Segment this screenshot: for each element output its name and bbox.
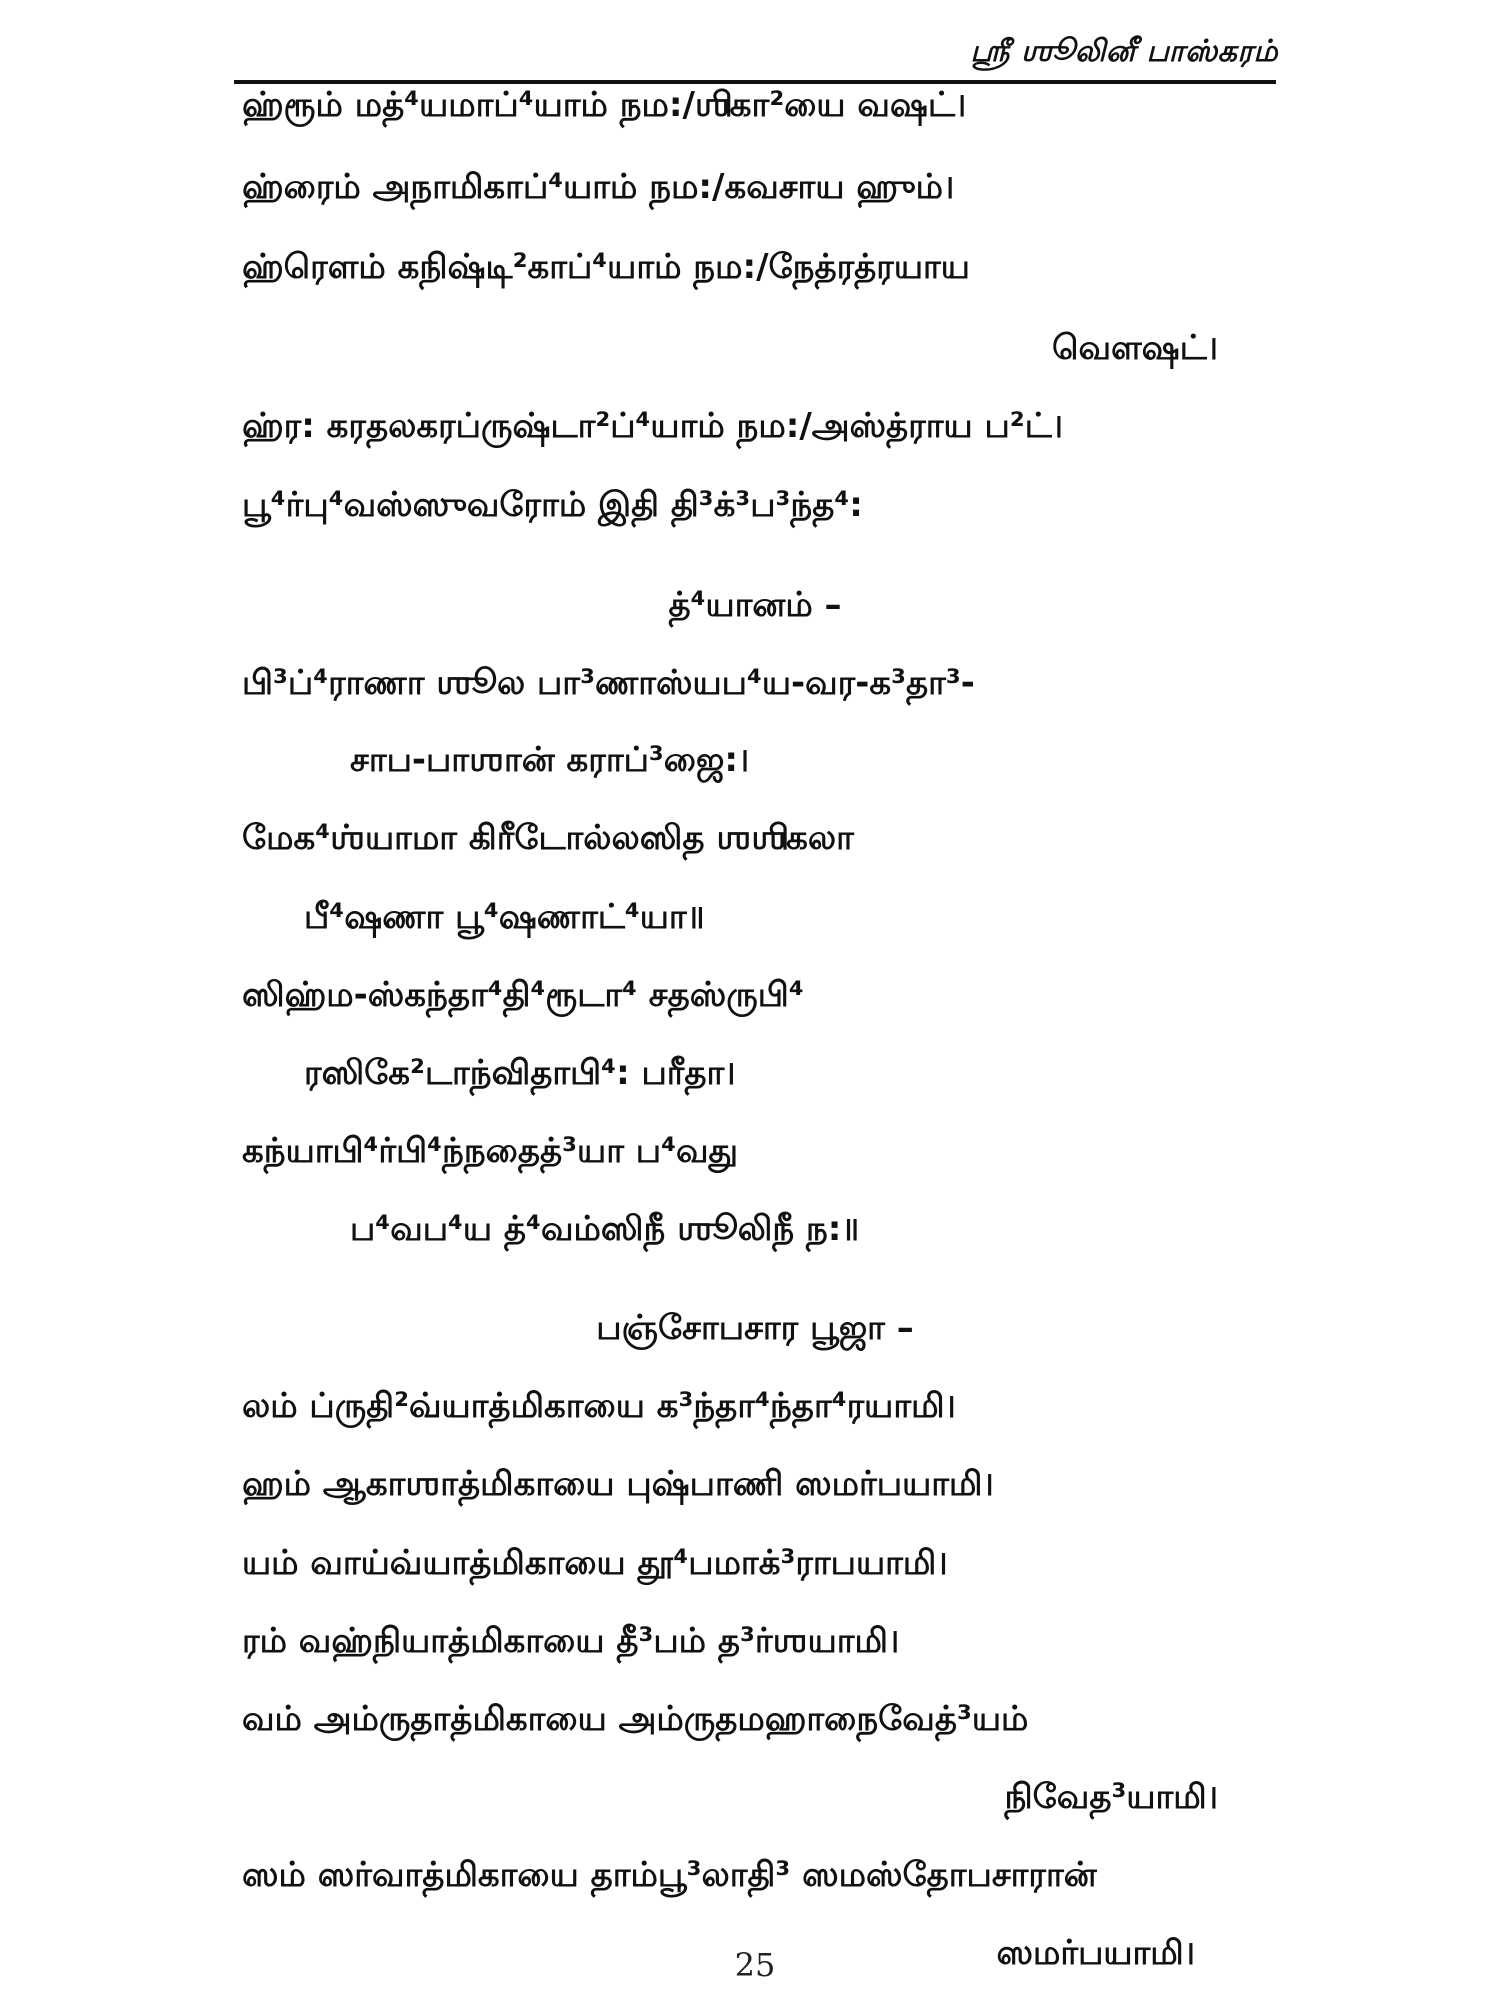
verse-line-9: சாப-பாஶான் கராப்³ஜை꞉।	[350, 740, 750, 780]
verse-line-4: வௌஷட்।	[1051, 328, 1218, 368]
verse-line-10: மேக⁴ஶ்யாமா கிரீடோல்லஸித ஶஶிகலா	[242, 818, 854, 858]
running-title: ஸ்ரீ ஶூலினீ பாஸ்கரம்	[970, 34, 1278, 69]
verse-line-11: பீ⁴ஷணா பூ⁴ஷணாட்⁴யா॥	[304, 897, 705, 937]
verse-line-8: பி³ப்⁴ராணா ஶூல பா³ணாஸ்யப⁴ய-வர-க³தா³-	[242, 663, 975, 703]
verse-line-23: ஸம் ஸர்வாத்மிகாயை தாம்பூ³லாதி³ ஸமஸ்தோபசாரான்	[242, 1855, 1097, 1895]
page-number: 25	[734, 1946, 776, 1984]
verse-line-5: ஹ்ர꞉ கரதலகரப்ருஷ்டா²ப்⁴யாம் நம꞉/அஸ்த்ராய ப²ட்।	[242, 406, 1063, 446]
verse-line-2: ஹ்ரைம் அநாமிகாப்⁴யாம் நம꞉/கவசாய ஹும்।	[242, 167, 955, 207]
verse-line-18: ஹம் ஆகாஶாத்மிகாயை புஷ்பாணி ஸமர்பயாமி।	[242, 1464, 994, 1504]
verse-line-19: யம் வாய்வ்யாத்மிகாயை தூ⁴பமாக்³ராபயாமி।	[242, 1543, 948, 1583]
verse-line-1: ஹ்ரூம் மத்⁴யமாப்⁴யாம் நம꞉/ஶிகா²யை வஷட்।	[242, 85, 967, 125]
verse-line-15: ப⁴வப⁴ய த்⁴வம்ஸிநீ ஶூலிநீ ந꞉॥	[350, 1209, 860, 1249]
verse-line-17: லம் ப்ருதி²வ்யாத்மிகாயை க³ந்தா⁴ந்தா⁴ரயாமி।	[242, 1386, 956, 1426]
verse-line-3: ஹ்ரௌம் கநிஷ்டி²காப்⁴யாம் நம꞉/நேத்ரத்ரயாய	[242, 247, 970, 287]
verse-line-22: நிவேத³யாமி।	[1004, 1777, 1218, 1817]
verse-line-24: ஸமர்பயாமி।	[996, 1933, 1195, 1973]
verse-line-13: ரஸிகே²டாந்விதாபி⁴꞉ பரீதா।	[304, 1053, 736, 1093]
header-rule	[234, 80, 1276, 84]
section-heading-puja: பஞ்சோபசார பூஜா –	[596, 1308, 914, 1348]
verse-line-21: வம் அம்ருதாத்மிகாயை அம்ருதமஹாநைவேத்³யம்	[242, 1699, 1029, 1739]
verse-line-6: பூ⁴ர்பு⁴வஸ்ஸுவரோம் இதி தி³க்³ப³ந்த⁴꞉	[242, 485, 863, 525]
verse-line-20: ரம் வஹ்நியாத்மிகாயை தீ³பம் த³ர்ஶயாமி।	[242, 1621, 900, 1661]
section-heading-dhyanam: த்⁴யானம் –	[668, 585, 842, 625]
verse-line-14: கந்யாபி⁴ர்பி⁴ந்நதைத்³யா ப⁴வது	[242, 1131, 739, 1171]
verse-line-12: ஸிஹ்ம-ஸ்கந்தா⁴தி⁴ரூடா⁴ சதஸ்ருபி⁴	[242, 975, 804, 1015]
